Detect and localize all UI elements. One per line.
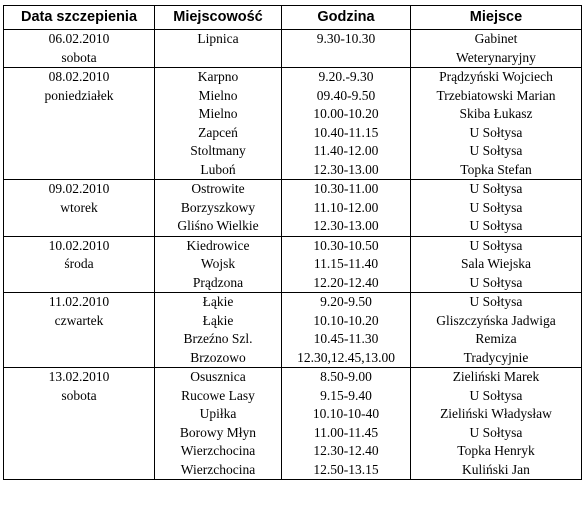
time-value: 10.30-10.50 bbox=[313, 237, 379, 253]
header-date: Data szczepienia bbox=[4, 6, 155, 30]
time-value bbox=[282, 49, 410, 68]
date-value: 08.02.2010 bbox=[48, 69, 110, 84]
location-cell bbox=[411, 30, 582, 68]
weekday-value: czwartek bbox=[54, 312, 104, 328]
place-value: Prądzona bbox=[192, 274, 244, 290]
location-value: Gabinet bbox=[474, 31, 518, 46]
location-cell bbox=[411, 293, 582, 368]
time-cell bbox=[282, 180, 411, 237]
time-value: 12.30,12.45,13.00 bbox=[297, 349, 395, 365]
time-value: 11.40-12.00 bbox=[313, 143, 379, 158]
location-value: Zieliński Władysław bbox=[440, 406, 552, 421]
date-cell bbox=[4, 68, 155, 180]
schedule-body bbox=[4, 30, 582, 480]
time-value: 9.15-9.40 bbox=[320, 387, 372, 403]
place-value: Rucowe Lasy bbox=[181, 387, 255, 403]
location-value: Skiba Łukasz bbox=[459, 106, 533, 121]
time-value: 10.10-10.20 bbox=[313, 312, 379, 328]
time-cell bbox=[282, 368, 411, 480]
location-value: Topka Stefan bbox=[460, 161, 532, 177]
location-value: U Sołtysa bbox=[469, 237, 523, 253]
time-cell bbox=[282, 30, 411, 68]
location-value: U Sołtysa bbox=[469, 424, 523, 440]
place-cell bbox=[155, 180, 282, 237]
time-value: 12.50-13.15 bbox=[313, 461, 379, 477]
place-value: Łąkie bbox=[202, 312, 234, 328]
date-cell bbox=[4, 368, 155, 480]
weekday-value: sobota bbox=[61, 49, 97, 65]
date-value: 09.02.2010 bbox=[48, 181, 110, 196]
location-value: Tradycyjnie bbox=[463, 349, 529, 365]
date-cell bbox=[4, 180, 155, 237]
time-value: 8.50-9.00 bbox=[320, 369, 372, 384]
place-value: Mielno bbox=[198, 106, 238, 121]
place-value: Brzeźno Szl. bbox=[183, 331, 253, 346]
location-value: Weterynaryjny bbox=[456, 49, 536, 65]
place-value: Wierzchocina bbox=[180, 461, 256, 477]
weekday-value: sobota bbox=[61, 387, 97, 403]
location-cell bbox=[411, 368, 582, 480]
place-value: Łąkie bbox=[202, 294, 234, 309]
place-value: Lipnica bbox=[197, 31, 239, 46]
location-value: U Sołtysa bbox=[469, 181, 523, 196]
vaccination-schedule-table bbox=[3, 5, 582, 480]
time-value: 10.00-10.20 bbox=[313, 106, 379, 121]
weekday-value: środa bbox=[64, 256, 94, 271]
place-value: Mielno bbox=[198, 87, 238, 103]
time-value: 10.30-11.00 bbox=[313, 181, 379, 196]
place-value: Stoltmany bbox=[190, 143, 246, 158]
date-cell bbox=[4, 30, 155, 68]
time-value: 12.30-13.00 bbox=[313, 218, 379, 233]
location-value: Zieliński Marek bbox=[452, 369, 540, 384]
weekday-value: wtorek bbox=[60, 199, 98, 215]
place-value: Wierzchocina bbox=[180, 443, 256, 458]
time-value: 10.40-11.15 bbox=[313, 124, 379, 140]
place-value: Borowy Młyn bbox=[179, 424, 257, 440]
location-value: Sala Wiejska bbox=[460, 256, 532, 271]
date-value: 10.02.2010 bbox=[48, 237, 110, 253]
place-cell bbox=[155, 236, 282, 293]
time-value: 11.10-12.00 bbox=[313, 199, 379, 215]
date-value: 11.02.2010 bbox=[48, 294, 110, 309]
time-value: 10.45-11.30 bbox=[313, 331, 379, 346]
place-value: Brzozowo bbox=[190, 349, 246, 365]
schedule-group-row bbox=[4, 68, 582, 180]
schedule-group-row bbox=[4, 293, 582, 368]
header-time: Godzina bbox=[282, 6, 411, 30]
place-value: Upiłka bbox=[199, 406, 237, 421]
time-value: 9.20-9.50 bbox=[320, 294, 372, 309]
header-row bbox=[4, 6, 582, 30]
time-value: 9.30-10.30 bbox=[316, 31, 376, 46]
place-value: Ostrowite bbox=[191, 181, 245, 196]
place-value: Borzyszkowy bbox=[180, 199, 256, 215]
schedule-group-row bbox=[4, 236, 582, 293]
time-cell bbox=[282, 236, 411, 293]
location-value: U Sołtysa bbox=[469, 294, 523, 309]
location-value: Trzebiatowski Marian bbox=[436, 87, 556, 103]
schedule-group-row bbox=[4, 368, 582, 480]
time-cell bbox=[282, 293, 411, 368]
place-cell bbox=[155, 68, 282, 180]
time-cell bbox=[282, 68, 411, 180]
time-value: 12.20-12.40 bbox=[313, 274, 379, 290]
header-place: Miejscowość bbox=[155, 6, 282, 30]
location-value: Topka Henryk bbox=[457, 443, 535, 458]
location-value: U Sołtysa bbox=[469, 199, 523, 215]
location-cell bbox=[411, 68, 582, 180]
place-value: Gliśno Wielkie bbox=[177, 218, 259, 233]
time-value: 10.10-10-40 bbox=[312, 406, 380, 421]
location-value: U Sołtysa bbox=[469, 218, 523, 233]
date-value: 06.02.2010 bbox=[48, 31, 110, 46]
date-cell bbox=[4, 293, 155, 368]
time-value: 11.00-11.45 bbox=[313, 424, 379, 440]
place-cell bbox=[155, 368, 282, 480]
time-value: 12.30-13.00 bbox=[313, 161, 379, 177]
place-value: Wojsk bbox=[200, 256, 236, 271]
location-value: U Sołtysa bbox=[469, 124, 523, 140]
place-value: Osusznica bbox=[190, 369, 246, 384]
location-value: U Sołtysa bbox=[469, 387, 523, 403]
time-value: 09.40-9.50 bbox=[316, 87, 376, 103]
time-value: 12.30-12.40 bbox=[313, 443, 379, 458]
weekday-value: poniedziałek bbox=[44, 87, 114, 103]
location-value: Gliszczyńska Jadwiga bbox=[436, 312, 556, 328]
location-value: U Sołtysa bbox=[469, 274, 523, 290]
location-value: Remiza bbox=[475, 331, 517, 346]
place-value: Zapceń bbox=[198, 124, 238, 140]
location-value: Prądzyński Wojciech bbox=[439, 69, 553, 84]
location-cell bbox=[411, 236, 582, 293]
place-value bbox=[155, 49, 281, 68]
location-value: Kuliński Jan bbox=[462, 461, 530, 477]
header-location: Miejsce bbox=[411, 6, 582, 30]
date-value: 13.02.2010 bbox=[48, 369, 110, 384]
location-value: U Sołtysa bbox=[469, 143, 523, 158]
place-value: Kiedrowice bbox=[186, 237, 250, 253]
place-cell bbox=[155, 30, 282, 68]
schedule-group-row bbox=[4, 180, 582, 237]
time-value: 11.15-11.40 bbox=[313, 256, 379, 271]
time-value: 9.20.-9.30 bbox=[318, 69, 374, 84]
schedule-group-row bbox=[4, 30, 582, 68]
location-cell bbox=[411, 180, 582, 237]
date-cell bbox=[4, 236, 155, 293]
place-value: Karpno bbox=[197, 69, 239, 84]
place-cell bbox=[155, 293, 282, 368]
place-value: Luboń bbox=[200, 161, 236, 177]
